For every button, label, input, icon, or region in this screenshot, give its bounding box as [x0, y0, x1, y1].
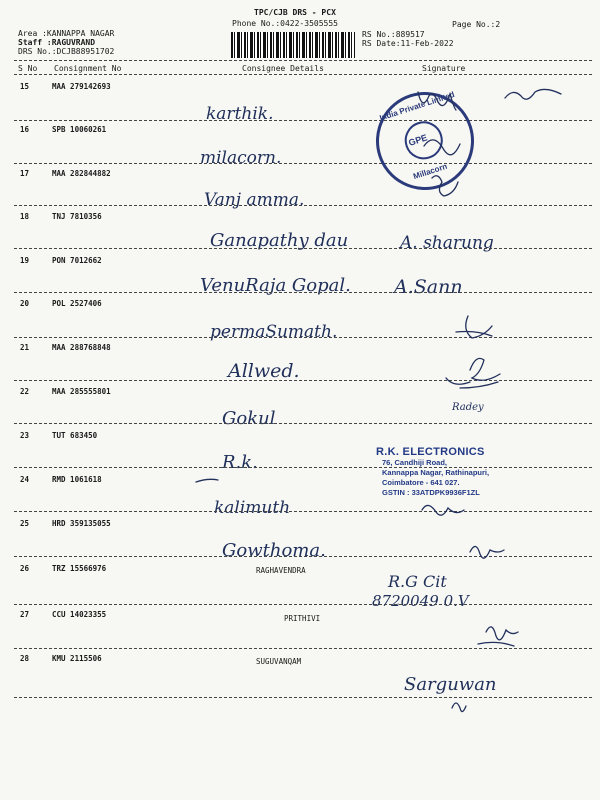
row-sno: 19: [20, 256, 30, 265]
row-signature-handwritten: A.Sann: [394, 276, 463, 298]
row-sno: 18: [20, 212, 30, 221]
area-label: Area :KANNAPPA NAGAR: [18, 29, 115, 38]
row-sno: 17: [20, 169, 30, 178]
row-consignee-handwritten: Gokul: [222, 408, 276, 429]
stamp-address-line: Kannappa Nagar, Rathinapuri,: [382, 468, 490, 477]
row-consignment: MAA 288768848: [52, 343, 111, 352]
row-consignment: KMU 2115506: [52, 654, 102, 663]
signature-mark-row25: [470, 546, 504, 558]
row-sno: 23: [20, 431, 30, 440]
row-consignment: RMD 1061618: [52, 475, 102, 484]
row-signature-number: 8720049 0.V: [372, 592, 469, 610]
row-consignee-handwritten: milacorn.: [200, 148, 282, 168]
signature-mark-row20: [456, 316, 492, 338]
signature-mark-header: [505, 89, 561, 99]
row-consignee-handwritten: permaSumath.: [210, 322, 338, 342]
signature-mark-row28: [452, 703, 466, 712]
staff-label: Staff :RAGUVRAND: [18, 38, 96, 47]
stamp-address-line: 76, Candhiji Road,: [382, 458, 448, 467]
row-sno: 20: [20, 299, 30, 308]
signature-mark-row21: [446, 358, 500, 388]
stamp-address-line: Coimbatore - 641 027.: [382, 478, 460, 487]
row-consignee-typed: RAGHAVENDRA: [256, 566, 306, 575]
row-sno: 26: [20, 564, 30, 573]
rs-date: RS Date:11-Feb-2022: [362, 39, 454, 48]
row-signature-handwritten: R.G Cit: [388, 572, 447, 591]
row-sno: 25: [20, 519, 30, 528]
row-consignment: CCU 14023355: [52, 610, 107, 619]
stamp-gstin: GSTIN : 33ATDPK9936F1ZL: [382, 488, 480, 497]
row-consignment: MAA 279142693: [52, 82, 111, 91]
row-consignment: PON 7012662: [52, 256, 102, 265]
column-header-signature: Signature: [422, 64, 466, 73]
row-consignment: HRD 359135055: [52, 519, 111, 528]
signature-mark-row24: [422, 505, 464, 515]
rs-number: RS No.:889517: [362, 30, 425, 39]
signature-mark-row15: [418, 92, 456, 110]
seal-top-text: India Private Limited: [378, 89, 456, 123]
row-consignment: SPB 10060261: [52, 125, 107, 134]
row-consignee-typed: PRITHIVI: [284, 614, 321, 623]
row-consignee-handwritten: Gowthoma.: [222, 540, 326, 561]
signature-mark-row23: [196, 479, 218, 482]
signature-mark-row27: [478, 627, 518, 646]
row-consignee-handwritten: karthik.: [206, 104, 274, 124]
signature-mark-row17: [432, 176, 458, 196]
row-consignment: TUT 683450: [52, 431, 98, 440]
row-consignment: MAA 285555801: [52, 387, 111, 396]
row-signature-handwritten: Radey: [452, 402, 484, 413]
stamp-company-name: R.K. ELECTRONICS: [376, 446, 485, 458]
document-title: TPC/CJB DRS - PCX: [254, 8, 336, 17]
row-consignee-handwritten: Ganapathy dau: [210, 230, 349, 251]
row-consignee-handwritten: VenuRaja Gopal.: [200, 275, 351, 296]
row-sno: 16: [20, 125, 30, 134]
row-consignment: TNJ 7810356: [52, 212, 102, 221]
row-consignment: POL 2527406: [52, 299, 102, 308]
row-sno: 22: [20, 387, 30, 396]
row-consignee-handwritten: R.k.: [222, 452, 258, 473]
row-consignment: TRZ 15566976: [52, 564, 107, 573]
column-header-consignee: Consignee Details: [242, 64, 324, 73]
row-consignee-handwritten: kalimuth: [214, 498, 291, 518]
row-sno: 24: [20, 475, 30, 484]
seal-bottom-text: Millacorn: [412, 161, 449, 182]
row-sno: 21: [20, 343, 30, 352]
page-number: Page No.:2: [452, 20, 501, 29]
row-sno: 15: [20, 82, 30, 91]
drs-number: DRS No.:DCJB88951702: [18, 47, 115, 56]
row-sno: 27: [20, 610, 30, 619]
signature-mark-row16: [424, 140, 460, 155]
row-sno: 28: [20, 654, 30, 663]
row-consignment: MAA 282844882: [52, 169, 111, 178]
row-consignee-typed: SUGUVANQAM: [256, 657, 302, 666]
phone-number: Phone No.:0422-3505555: [232, 19, 338, 28]
row-consignee-handwritten: Allwed.: [228, 360, 300, 382]
column-header-consignment: Consignment No: [54, 64, 122, 73]
seal-middle-text: GPE: [407, 132, 429, 148]
row-signature-handwritten: Sarguwan: [404, 674, 497, 695]
row-consignee-handwritten: Vanj amma.: [204, 190, 305, 210]
column-header-sno: S No: [18, 64, 38, 73]
row-signature-handwritten: A. sharung: [400, 233, 494, 253]
